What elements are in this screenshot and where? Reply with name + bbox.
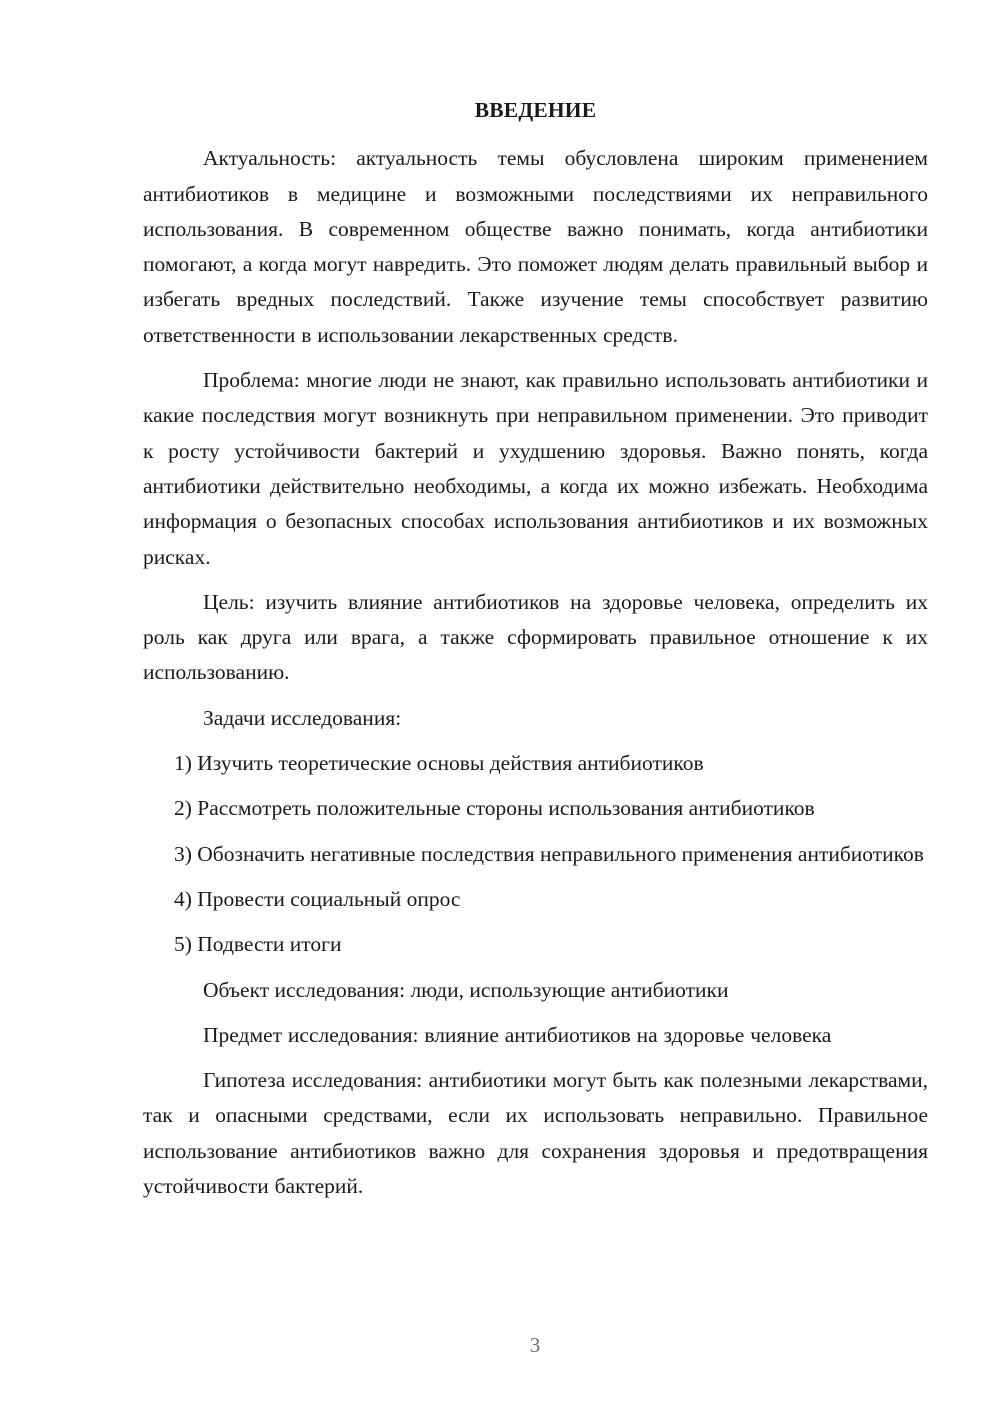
page-number: 3: [529, 1333, 541, 1357]
paragraph-problem: Проблема: многие люди не знают, как правильно использовать антибиотики и какие последствия могут возникнуть при неправильном применении. Это приводит к росту устойчивости бактерий и ухудшению здоровья. Важно понять, когда антибиотики действительно необходимы, а когда их можно избежать. Необходима информация о безопасных способах использования антибиотиков и их возможных рисках.: [143, 368, 928, 569]
paragraph-goal: Цель: изучить влияние антибиотиков на здоровье человека, определить их роль как друга или врага, а также сформировать правильное отношение к их использованию.: [143, 589, 928, 685]
paragraph-hypothesis: Гипотеза исследования: антибиотики могут быть как полезными лекарствами, так и опасными средствами, если их использовать неправильно. Правильное использование антибиотиков важно для сохранения здоровья и предотвращения устойчивости бактерий.: [143, 1068, 928, 1199]
task-item: 3) Обозначить негативные последствия неправильного применения антибиотиков: [174, 841, 924, 866]
task-item: 1) Изучить теоретические основы действия антибиотиков: [174, 751, 704, 776]
task-item: 2) Рассмотреть положительные стороны использования антибиотиков: [174, 796, 815, 821]
tasks-heading: Задачи исследования:: [203, 705, 402, 730]
page-title: ВВЕДЕНИЕ: [474, 98, 597, 122]
task-item: 5) Подвести итоги: [174, 932, 342, 957]
paragraph-relevance: Актуальность: актуальность темы обусловлена широким применением антибиотиков в медицине и возможными последствиями их неправильного использования. В современном обществе важно понимать, когда антибиотики помогают, а когда могут навредить. Это поможет людям делать правильный выбор и избегать вредных последствий. Также изучение темы способствует развитию ответственности в использовании лекарственных средств.: [143, 146, 928, 347]
paragraph-object: Объект исследования: люди, использующие антибиотики: [203, 977, 729, 1002]
paragraph-subject: Предмет исследования: влияние антибиотиков на здоровье человека: [203, 1022, 832, 1047]
task-item: 4) Провести социальный опрос: [174, 886, 461, 911]
page-content: [143, 93, 928, 1214]
